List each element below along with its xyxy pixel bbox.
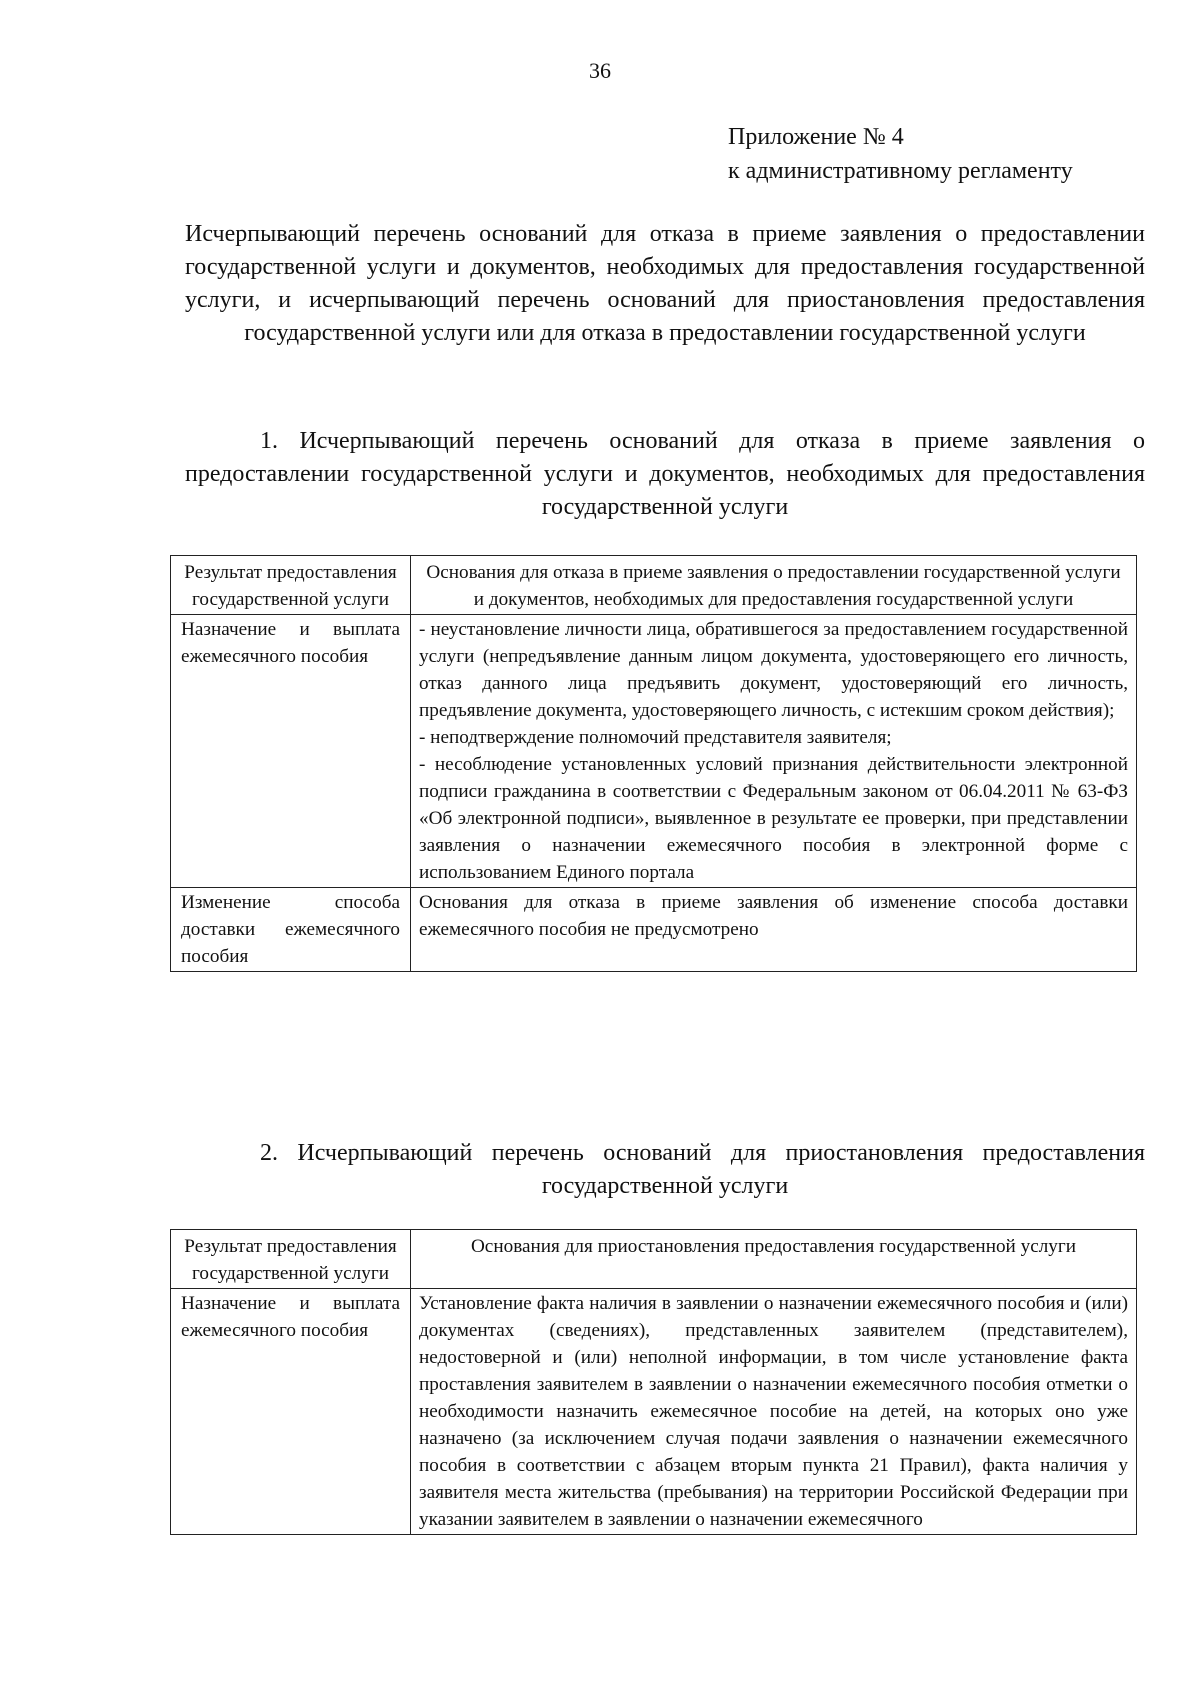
section-2-title: 2. Исчерпывающий перечень оснований для приостановления предоставления государственной услуги [260,1140,1145,1199]
grounds-cell [411,1289,1137,1535]
grounds-item: - несоблюдение установленных условий признания действительности электронной подписи гражданина в соответствии с Федеральным законом от 06.04.2011 № 63-ФЗ «Об электронной подписи», выявленное в результате ее проверки, при представлении заявления о назначении ежемесячного пособия в электронной форме с использованием Единого портала [419,754,1128,883]
grounds-item: Установление факта наличия в заявлении о назначении ежемесячного пособия и (или) документах (сведениях), представленных заявителем (представителем), недостоверной и (или) неполной информации, в том числе установление факта проставления заявителем в заявлении о назначении ежемесячного пособия отметки о необходимости назначить ежемесячное пособие на детей, на которых оно уже назначено (за исключением случая подачи заявления о назначении ежемесячного пособия в соответствии с абзацем вторым пункта 21 Правил), факта наличия у заявителя места жительства (пребывания) на территории Российской Федерации при указании заявителем в заявлении о назначении ежемесячного [419,1293,1128,1530]
section-1-title: 1. Исчерпывающий перечень оснований для отказа в приеме заявления о предоставлении государственной услуги и документов, необходимых для предоставления государственной услуги [185,428,1145,520]
header-result: Результат предоставления государственной услуги [171,1230,411,1289]
page-number: 36 [589,58,611,83]
table-row [171,1289,1137,1535]
grounds-item: Основания для отказа в приеме заявления об изменение способа доставки ежемесячного пособия не предусмотрено [419,892,1128,940]
section-1-table [170,555,1137,972]
header-grounds: Основания для приостановления предоставления государственной услуги [411,1230,1137,1289]
section-2-table [170,1229,1137,1535]
appendix-line-1: Приложение № 4 [728,124,904,150]
table-row [171,888,1137,972]
table-header-row [171,556,1137,615]
result-cell: Назначение и выплата ежемесячного пособия [171,615,411,888]
header-result: Результат предоставления государственной услуги [171,556,411,615]
grounds-item: - неустановление личности лица, обратившегося за предоставлением государственной услуги (непредъявление данным лицом документа, удостоверяющего его личность, отказ данного лица предъявить документ, удостоверяющий его личность, предъявление документа, удостоверяющего личность, с истекшим сроком действия); [419,619,1128,721]
header-grounds: Основания для отказа в приеме заявления о предоставлении государственной услуги и документов, необходимых для предоставления государственной услуги [411,556,1137,615]
table-header-row [171,1230,1137,1289]
main-title: Исчерпывающий перечень оснований для отказа в приеме заявления о предоставлении государственной услуги и документов, необходимых для предоставления государственной услуги, и исчерпывающий перечень оснований для приостановления предоставления государственной услуги или для отказа в предоставлении государственной услуги [185,221,1145,346]
result-cell: Изменение способа доставки ежемесячного пособия [171,888,411,972]
grounds-cell [411,888,1137,972]
appendix-note [728,120,1073,188]
grounds-item: - неподтверждение полномочий представителя заявителя; [419,727,892,748]
appendix-line-2: к административному регламенту [728,158,1073,184]
grounds-cell [411,615,1137,888]
table-row [171,615,1137,888]
result-cell: Назначение и выплата ежемесячного пособия [171,1289,411,1535]
